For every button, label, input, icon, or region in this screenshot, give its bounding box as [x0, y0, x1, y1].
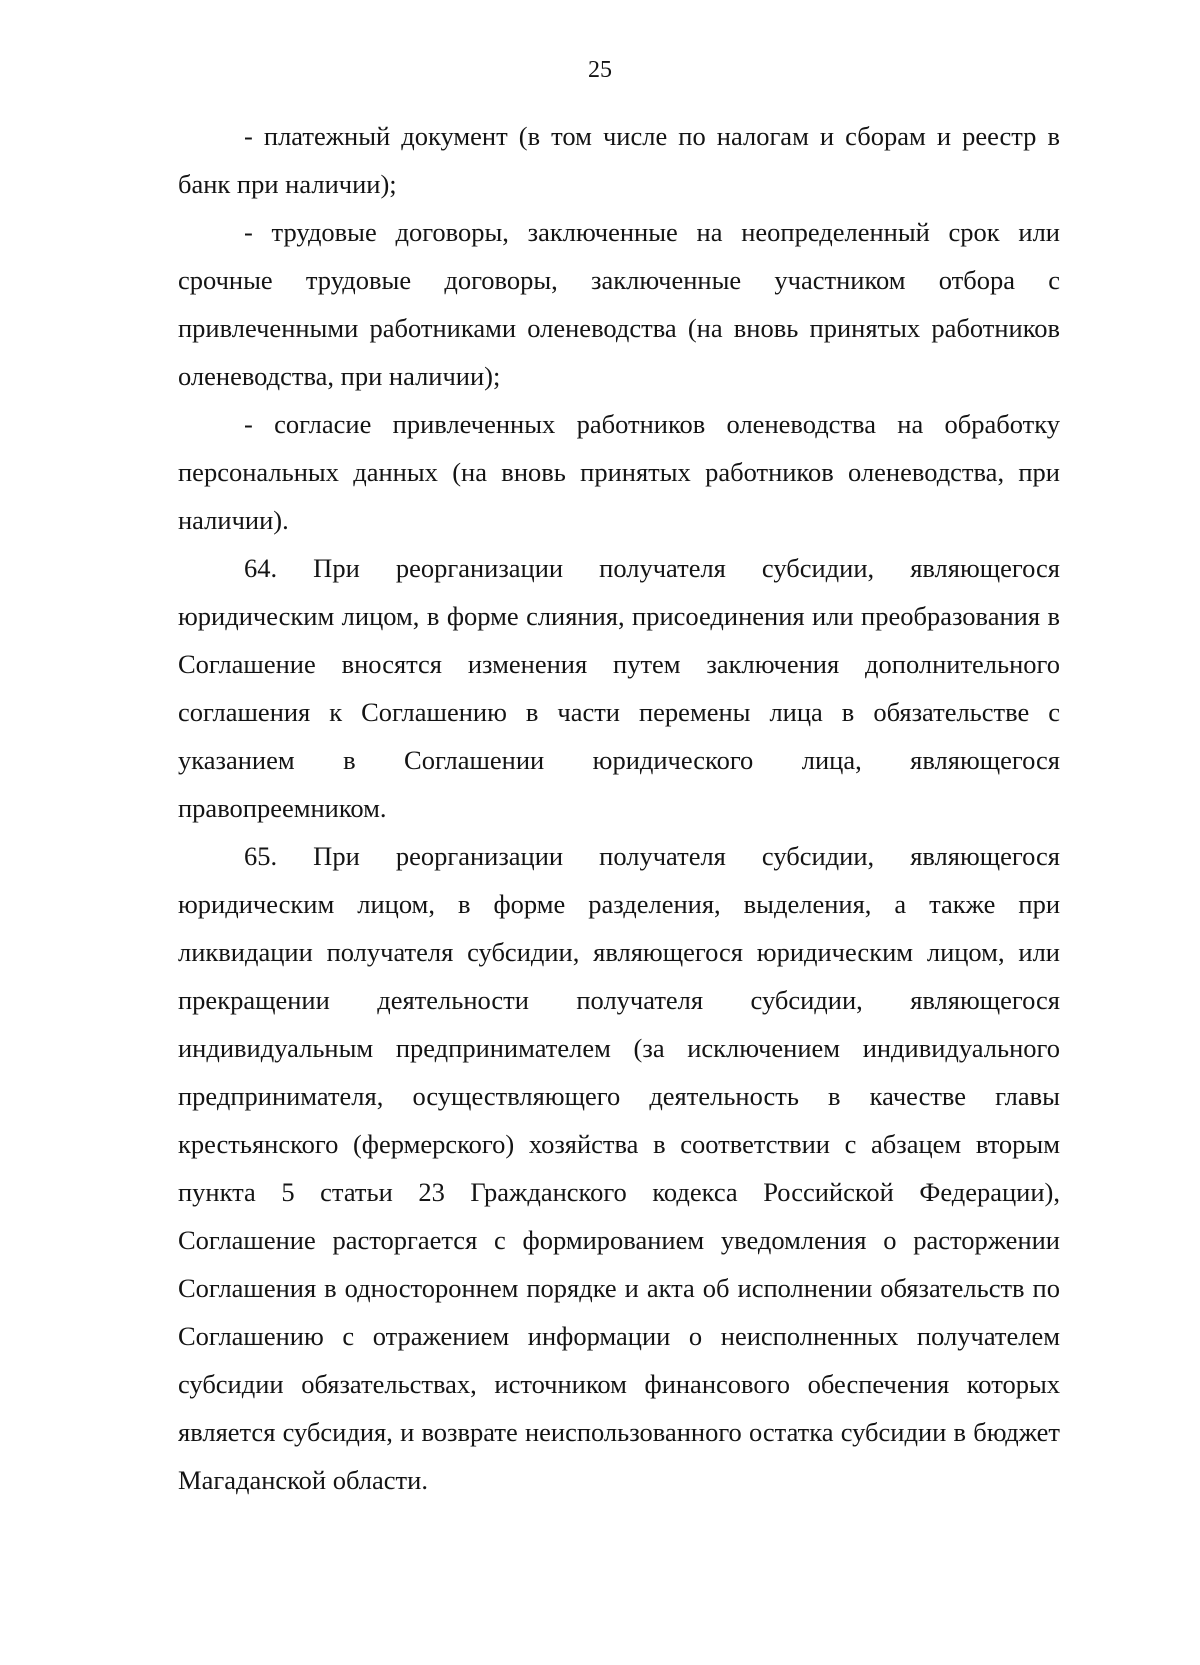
paragraph-64: 64. При реорганизации получателя субсидии, являющегося юридическим лицом, в форме слияния, присоединения или преобразования в Соглашение вносятся изменения путем заключения дополнительного соглашения к Соглашению в части перемены лица в обязательстве с указанием в Соглашении юридического лица, являющегося правопреемником.: [178, 553, 1060, 823]
paragraph-65: 65. При реорганизации получателя субсидии, являющегося юридическим лицом, в форме разделения, выделения, а также при ликвидации получателя субсидии, являющегося юридическим лицом, или прекращении деятельности получателя субсидии, являющегося индивидуальным предпринимателем (за исключением индивидуального предпринимателя, осуществляющего деятельность в качестве главы крестьянского (фермерского) хозяйства в соответствии с абзацем вторым пункта 5 статьи 23 Гражданского кодекса Российской Федерации), Соглашение расторгается с формированием уведомления о расторжении Соглашения в одностороннем порядке и акта об исполнении обязательств по Соглашению с отражением информации о неисполненных получателем субсидии обязательствах, источником финансового обеспечения которых является субсидия, и возврате неиспользованного остатка субсидии в бюджет Магаданской области.: [178, 841, 1060, 1495]
paragraph-personal-data-consent: - согласие привлеченных работников оленеводства на обработку персональных данных (на вновь принятых работников оленеводства, при наличии).: [178, 409, 1060, 535]
paragraph-payment-document: - платежный документ (в том числе по налогам и сборам и реестр в банк при наличии);: [178, 121, 1060, 199]
document-body: [178, 112, 1060, 1504]
paragraph-employment-contracts: - трудовые договоры, заключенные на неопределенный срок или срочные трудовые договоры, заключенные участником отбора с привлеченными работниками оленеводства (на вновь принятых работников оленеводства, при наличии);: [178, 217, 1060, 391]
page-number: 25: [588, 57, 612, 83]
